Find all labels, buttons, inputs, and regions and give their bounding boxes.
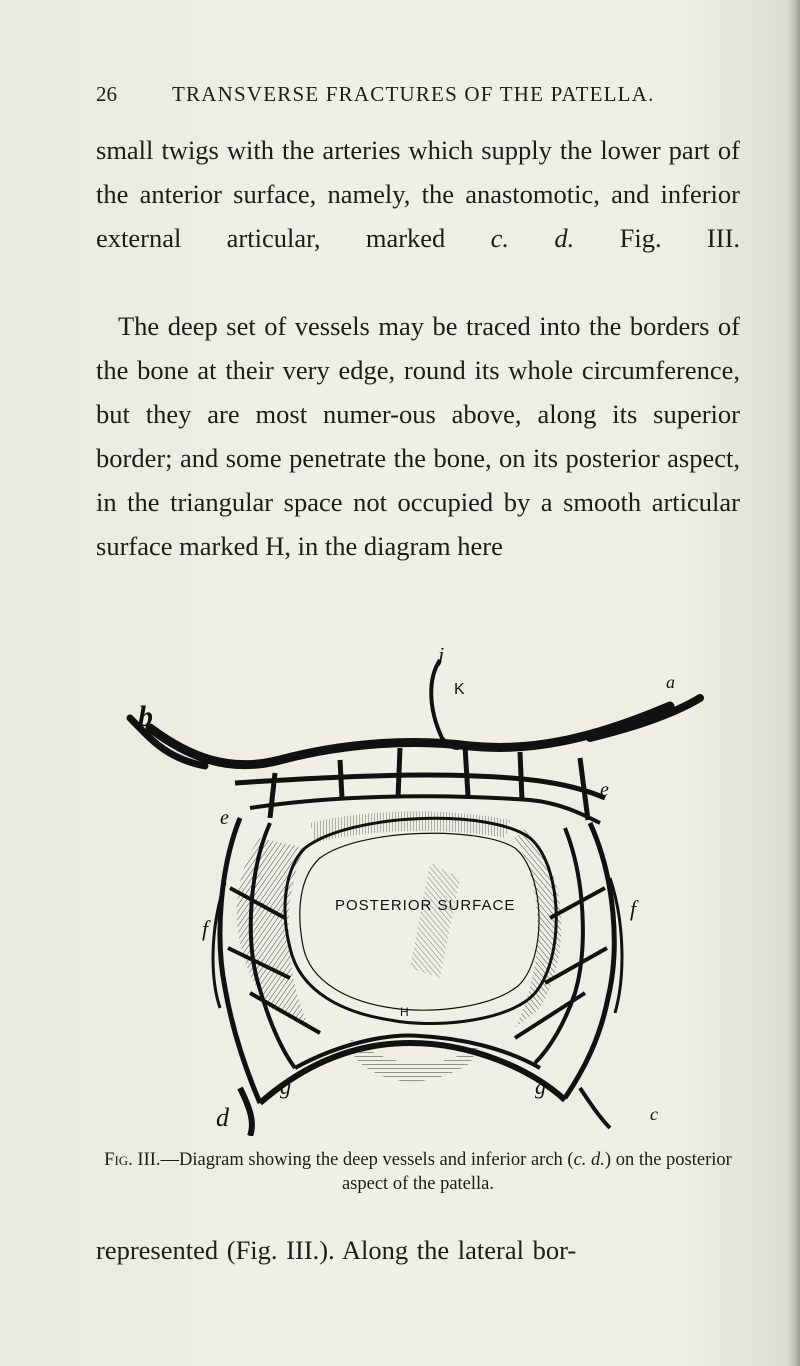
patella-vessel-diagram (110, 648, 710, 1136)
marker-g-right: g (535, 1074, 546, 1099)
hatched-center-region (410, 863, 460, 978)
marker-a: a (666, 672, 675, 692)
marker-top-curl: j (438, 648, 445, 667)
paragraph-2-text: The deep set of vessels may be traced into the borders of the bone at their very edge, round its whole circumference, but they are most numer-ous above, along its superior border; and some penetrate the bone, on its posterior aspect, in the triangular space not occupied by a smooth articular surface marked H, in the diagram here (96, 311, 740, 561)
marker-k: K (454, 681, 465, 698)
right-upper-vessel (590, 698, 700, 738)
marker-c: c (650, 1104, 658, 1124)
paragraph-1 (96, 128, 740, 260)
caption-label: Fig. III. (104, 1150, 161, 1170)
marker-b: b (138, 700, 153, 733)
paragraph-1-text: small twigs with the arteries which supply the lower part of the anterior surface, namely, the anastomotic, and inferior external articular, marked (96, 135, 740, 253)
running-head: TRANSVERSE FRACTURES OF THE PATELLA. (172, 82, 655, 106)
caption-text-after: ) on the posterior aspect of the patella. (341, 1150, 732, 1194)
page-header (96, 82, 736, 112)
top-descending-vessel (431, 660, 462, 748)
marker-g-left: g (280, 1074, 291, 1099)
figure-patella-diagram (110, 648, 710, 1136)
bottom-right-vessel (580, 1088, 610, 1128)
bottom-left-vessel (240, 1088, 252, 1136)
marker-f-right: f (630, 896, 637, 921)
caption-marker: c. d. (573, 1150, 605, 1170)
posterior-surface-label: POSTERIOR SURFACE (335, 897, 516, 914)
hatched-left-region (237, 838, 310, 1028)
connector-1 (340, 760, 342, 798)
paragraph-2 (96, 304, 740, 568)
marker-h: H (400, 1005, 409, 1019)
figure-caption (96, 1148, 740, 1196)
marker-f-left: f (202, 916, 209, 941)
marker-e-left: e (220, 807, 229, 829)
paragraph-1-marker: c. d. (490, 223, 575, 253)
page-edge-shadow (786, 0, 800, 1366)
paragraph-1-after-marker: Fig. III. (574, 223, 741, 253)
connector-2 (398, 748, 400, 798)
right-lateral-vessel (565, 823, 614, 1098)
connector-3 (465, 746, 468, 796)
marker-d: d (216, 1103, 229, 1132)
caption-text-before: —Diagram showing the deep vessels and inferior arch ( (160, 1150, 574, 1170)
page-number: 26 (96, 82, 117, 106)
marker-e-right: e (600, 779, 609, 801)
connector-4 (520, 752, 522, 800)
hatched-right-region (515, 828, 561, 1028)
hatched-top-region (310, 811, 510, 843)
continuation-line: represented (Fig. III.). Along the lateral bor- (96, 1235, 577, 1265)
